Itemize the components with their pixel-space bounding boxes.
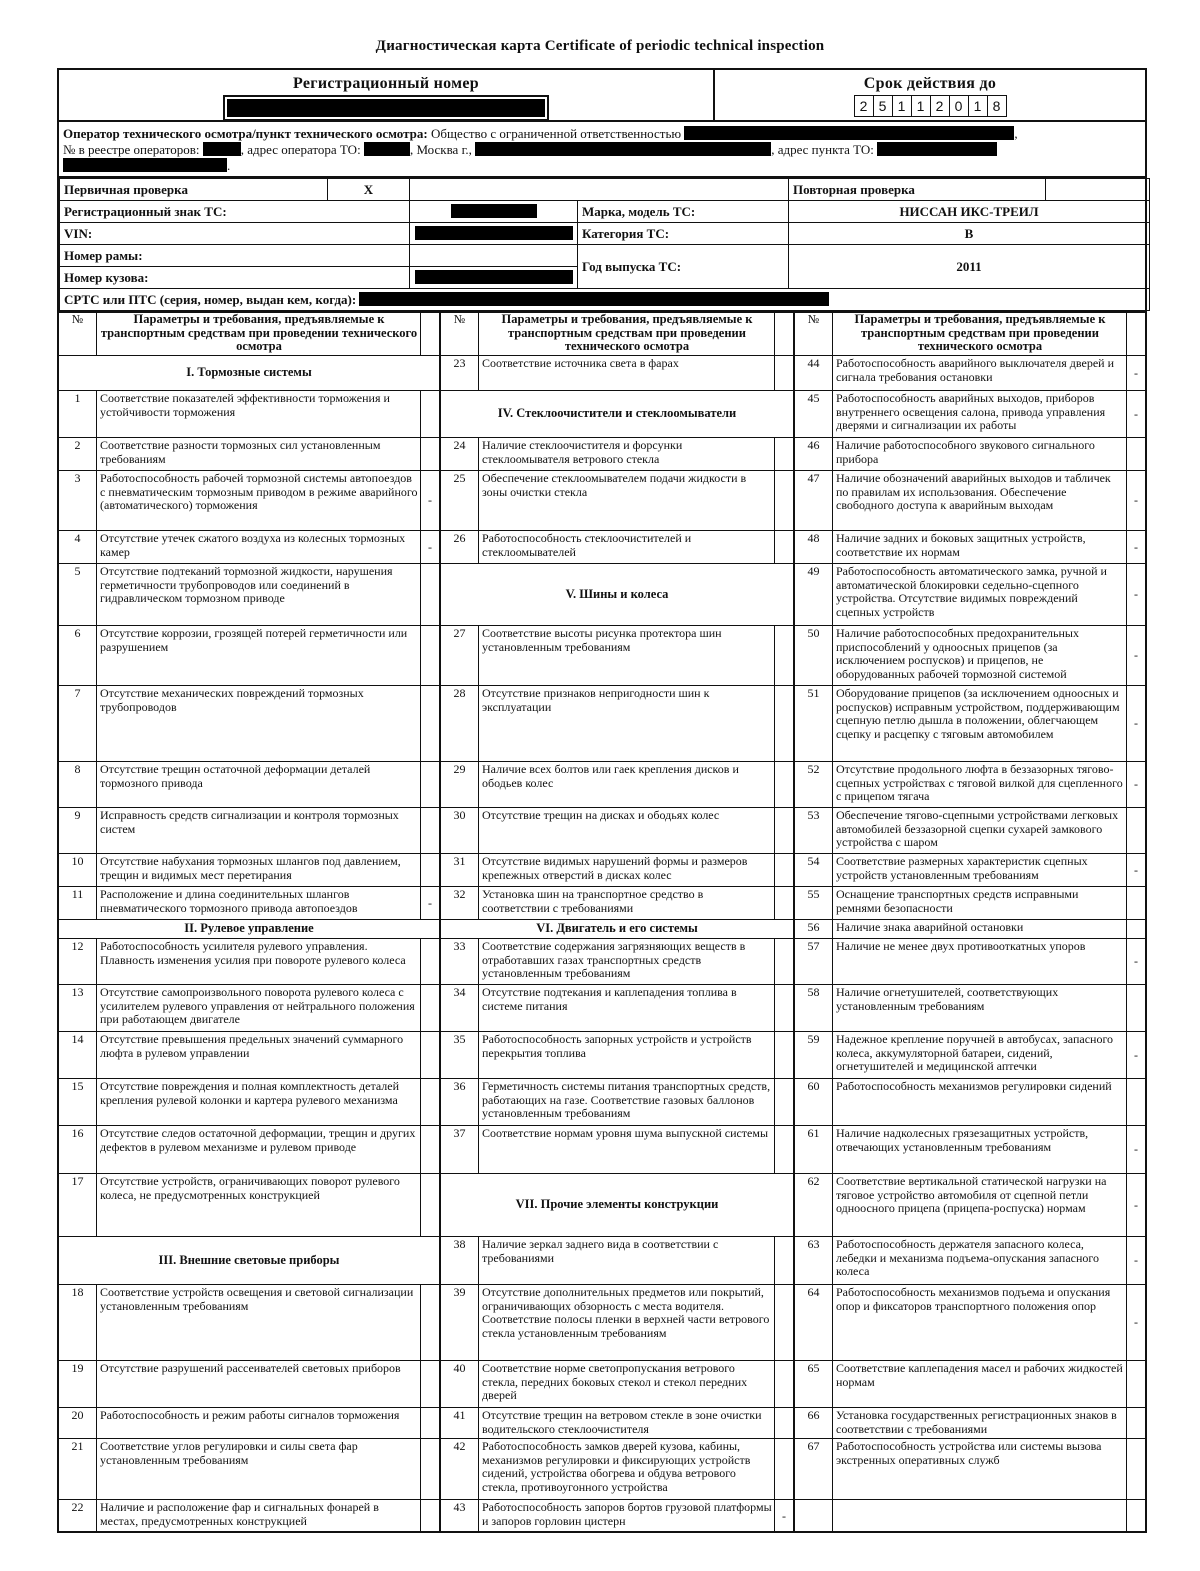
table-row: 8 Отсутствие трещин остаточной деформации деталей тормозного привода [59, 762, 439, 808]
item-text: Соответствие каплепадения масел и рабочих жидкостей нормам [833, 1361, 1127, 1407]
redaction-bar [203, 142, 241, 156]
item-text: Обеспечение тягово-сцепными устройствами легковых автомобилей беззазорной сцепки сухарей замкового устройства с шаром [833, 808, 1127, 853]
item-text: Работоспособность запоров бортов грузовой платформы и запоров горловин цистерн [479, 1500, 775, 1533]
item-text: Работоспособность рабочей тормозной системы автопоездов с пневматическим тормозным приводом в режиме аварийного (автоматического) торможения [97, 471, 421, 530]
table-row: 45 Работоспособность аварийных выходов, приборов внутреннего освещения салона, привода управления дверями и сигнализации их работы - [795, 391, 1145, 438]
table-row: 61 Наличие надколесных грязезащитных устройств, отвечающих установленным требованиям - [795, 1126, 1145, 1174]
table-row: 39 Отсутствие дополнительных предметов или покрытий, ограничивающих обзорность с места водителя. Соответствие полосы пленки в верхней части ветрового стекла установленным требованиям [441, 1285, 793, 1361]
items-column-2 [441, 312, 793, 1531]
inspection-type-row [60, 179, 1150, 201]
table-row: 60 Работоспособность механизмов регулировки сидений [795, 1079, 1145, 1126]
table-row: 31 Отсутствие видимых нарушений формы и размеров крепежных отверстий в дисках колес [441, 854, 793, 887]
table-row: 16 Отсутствие следов остаточной деформации, трещин и других дефектов в рулевом механизме и рулевом приводе [59, 1126, 439, 1174]
table-row: 33 Соответствие содержания загрязняющих веществ в отработавших газах транспортных средств установленным требованиям [441, 939, 793, 985]
table-row: 2 Соответствие разности тормозных сил установленным требованиям [59, 438, 439, 471]
make-label: Марка, модель ТС: [578, 201, 789, 223]
table-row: 49 Работоспособность автоматического замка, ручной и автоматической блокировки седельно-сцепного устройства. Отсутствие видимых повреждений сцепных устройств - [795, 564, 1145, 626]
table-row: 63 Работоспособность держателя запасного колеса, лебедки и механизма подъема-опускания запасного колеса - [795, 1237, 1145, 1285]
table-row: 66 Установка государственных регистрационных знаков в соответствии с требованиями [795, 1408, 1145, 1439]
frame-value [410, 245, 578, 267]
operator-city: Москва г., [416, 142, 472, 157]
column-header-row [795, 312, 1145, 356]
check-mark: - [1134, 716, 1138, 731]
check-mark: - [1134, 539, 1138, 554]
srts-cell [60, 289, 1150, 311]
item-text: Наличие и расположение фар и сигнальных фонарей в местах, предусмотренных конструкцией [97, 1500, 421, 1533]
table-row: 11 Расположение и длина соединительных шлангов пневматического тормозного привода автопоездов - [59, 887, 439, 920]
item-text: Работоспособность автоматического замка, ручной и автоматической блокировки седельно-сцепного устройства. Отсутствие видимых повреждений сцепных устройств [833, 564, 1127, 625]
table-row: 27 Соответствие высоты рисунка протектора шин установленным требованиям [441, 626, 793, 686]
table-row: 6 Отсутствие коррозии, грозящей потерей герметичности или разрушением [59, 626, 439, 686]
check-mark: - [428, 895, 432, 910]
table-row: 19 Отсутствие разрушений рассеивателей световых приборов [59, 1361, 439, 1408]
operator-info: Оператор технического осмотра/пункт технического осмотра: Общество с ограниченной ответственностью , № в реестре операторов: , адрес оператора ТО: , Москва г., , адрес пункта ТО: . [59, 122, 1145, 178]
table-row: 65 Соответствие каплепадения масел и рабочих жидкостей нормам [795, 1361, 1145, 1408]
registration-number-cell [59, 70, 715, 120]
redaction-bar [415, 226, 573, 240]
item-text: Установка шин на транспортное средство в соответствии с требованиями [479, 887, 775, 919]
check-mark: - [1134, 587, 1138, 602]
item-text: Отсутствие подтеканий тормозной жидкости, нарушения герметичности трубопроводов или соединений в гидравлическом тормозном приводе [97, 564, 421, 625]
vin-label: VIN: [60, 223, 410, 245]
number-header: № [59, 312, 97, 355]
table-row: 47 Наличие обозначений аварийных выходов и табличек по правилам их использования. Обеспечение свободного доступа к аварийным выходам - [795, 471, 1145, 531]
table-row: 58 Наличие огнетушителей, соответствующих установленным требованиям [795, 985, 1145, 1032]
item-text: Соответствие размерных характеристик сцепных устройств установленным требованиям [833, 854, 1127, 886]
item-text: Работоспособность замков дверей кузова, кабины, механизмов регулировки и фиксирующих устройств сидений, устройства обогрева и обдува ветрового стекла, противоугонного устройства [479, 1439, 775, 1499]
date-digit: 1 [893, 96, 912, 116]
item-text: Соответствие источника света в фарах [479, 356, 775, 390]
table-row: 53 Обеспечение тягово-сцепными устройствами легковых автомобилей беззазорной сцепки сухарей замкового устройства с шаром [795, 808, 1145, 854]
reg-sign-label: Регистрационный знак ТС: [60, 201, 410, 223]
table-row: 59 Надежное крепление поручней в автобусах, запасного колеса, аккумуляторной батареи, сидений, огнетушителей и медицинской аптечки - [795, 1032, 1145, 1079]
table-row: 35 Работоспособность запорных устройств и устройств перекрытия топлива [441, 1032, 793, 1079]
operator-org: Общество с ограниченной ответственностью [430, 126, 682, 141]
item-text: Отсутствие продольного люфта в беззазорных тягово-сцепных устройствах с тяговой вилкой для сцепленного с прицепом тягача [833, 762, 1127, 807]
item-text: Работоспособность механизмов регулировки сидений [833, 1079, 1127, 1125]
section-heading: VII. Прочие элементы конструкции [441, 1174, 793, 1237]
item-text: Соответствие норме светопропускания ветрового стекла, передних боковых стекол и стекол передних дверей [479, 1361, 775, 1407]
check-mark: - [1134, 648, 1138, 663]
table-row: 40 Соответствие норме светопропускания ветрового стекла, передних боковых стекол и стекол передних дверей [441, 1361, 793, 1408]
item-text: Наличие знака аварийной остановки [833, 920, 1127, 938]
table-row: 13 Отсутствие самопроизвольного поворота рулевого колеса с усилителем рулевого управления от нейтрального положения при работающем двигателе [59, 985, 439, 1032]
vin-value [410, 223, 578, 245]
table-row: 10 Отсутствие набухания тормозных шлангов под давлением, трещин и видимых мест перетирания [59, 854, 439, 887]
frame-row [60, 245, 1150, 267]
check-mark: - [1134, 954, 1138, 969]
item-text: Соответствие разности тормозных сил установленным требованиям [97, 438, 421, 470]
table-row: 54 Соответствие размерных характеристик сцепных устройств установленным требованиям - [795, 854, 1145, 887]
item-text: Герметичность системы питания транспортных средств, работающих на газе. Соответствие газовых баллонов установленным требованиям [479, 1079, 775, 1125]
items-column-3 [795, 312, 1145, 1531]
check-mark: - [1134, 365, 1138, 380]
table-row: 67 Работоспособность устройства или системы вызова экстренных оперативных служб [795, 1439, 1145, 1500]
table-row: 7 Отсутствие механических повреждений тормозных трубопроводов [59, 686, 439, 762]
table-row: 4 Отсутствие утечек сжатого воздуха из колесных тормозных камер - [59, 531, 439, 564]
make-value: НИССАН ИКС-ТРЕИЛ [789, 201, 1150, 223]
table-row: 21 Соответствие углов регулировки и силы света фар установленным требованиям [59, 1439, 439, 1500]
item-text: Отсутствие трещин остаточной деформации деталей тормозного привода [97, 762, 421, 807]
table-row: 37 Соответствие нормам уровня шума выпускной системы [441, 1126, 793, 1174]
item-text: Оснащение транспортных средств исправными ремнями безопасности [833, 887, 1127, 919]
item-text: Отсутствие трещин на дисках и ободьях колес [479, 808, 775, 853]
table-row: 32 Установка шин на транспортное средство в соответствии с требованиями [441, 887, 793, 920]
date-digit: 2 [931, 96, 950, 116]
number-header: № [441, 312, 479, 355]
check-mark: - [1134, 1142, 1138, 1157]
redaction-bar [475, 142, 771, 156]
table-row: 26 Работоспособность стеклоочистителей и стеклоомывателей [441, 531, 793, 564]
table-row: 36 Герметичность системы питания транспортных средств, работающих на газе. Соответствие газовых баллонов установленным требованиям [441, 1079, 793, 1126]
column-header-row [441, 312, 793, 356]
registration-number-label: Регистрационный номер [293, 75, 479, 92]
item-text: Работоспособность аварийного выключателя дверей и сигнала требования остановки [833, 356, 1127, 390]
item-text: Наличие задних и боковых защитных устройств, соответствие их нормам [833, 531, 1127, 563]
item-text: Надежное крепление поручней в автобусах, запасного колеса, аккумуляторной батареи, сидений, огнетушителей и медицинской аптечки [833, 1032, 1127, 1078]
table-row: 48 Наличие задних и боковых защитных устройств, соответствие их нормам - [795, 531, 1145, 564]
item-text: Наличие надколесных грязезащитных устройств, отвечающих установленным требованиям [833, 1126, 1127, 1173]
year-value: 2011 [789, 245, 1150, 289]
item-text: Работоспособность стеклоочистителей и стеклоомывателей [479, 531, 775, 563]
vehicle-table [59, 178, 1150, 311]
table-row: 29 Наличие всех болтов или гаек крепления дисков и ободьев колес [441, 762, 793, 808]
table-row: 17 Отсутствие устройств, ограничивающих поворот рулевого колеса, не предусмотренных конструкцией [59, 1174, 439, 1237]
section-heading: V. Шины и колеса [441, 564, 793, 626]
date-digit: 1 [969, 96, 988, 116]
item-text: Отсутствие видимых нарушений формы и размеров крепежных отверстий в дисках колес [479, 854, 775, 886]
date-digit: 8 [992, 98, 1001, 114]
item-text: Расположение и длина соединительных шлангов пневматического тормозного привода автопоездов [97, 887, 421, 919]
section-heading: IV. Стеклоочистители и стеклоомыватели [441, 391, 793, 438]
table-row: 14 Отсутствие превышения предельных значений суммарного люфта в рулевом управлении [59, 1032, 439, 1079]
table-row: 51 Оборудование прицепов (за исключением одноосных и роспусков) исправным устройством, поддерживающим сцепную петлю дышла в положении, облегчающем сцепку и расцепку с тяговым автомобилем - [795, 686, 1145, 762]
table-row: 20 Работоспособность и режим работы сигналов торможения [59, 1408, 439, 1439]
item-text: Наличие огнетушителей, соответствующих установленным требованиям [833, 985, 1127, 1031]
item-text: Отсутствие самопроизвольного поворота рулевого колеса с усилителем рулевого управления от нейтрального положения при работающем двигателе [97, 985, 421, 1031]
item-text: Работоспособность усилителя рулевого управления. Плавность изменения усилия при повороте рулевого колеса [97, 939, 421, 984]
table-row: 43 Работоспособность запоров бортов грузовой платформы и запоров горловин цистерн - [441, 1500, 793, 1533]
item-text: Наличие зеркал заднего вида в соответствии с требованиями [479, 1237, 775, 1284]
item-text: Исправность средств сигнализации и контроля тормозных систем [97, 808, 421, 853]
item-text: Работоспособность держателя запасного колеса, лебедки и механизма подъема-опускания запасного колеса [833, 1237, 1127, 1284]
check-mark: - [1134, 1315, 1138, 1330]
params-header: Параметры и требования, предъявляемые к транспортным средствам при проведении технического осмотра [833, 312, 1127, 355]
check-mark: - [428, 493, 432, 508]
year-label: Год выпуска ТС: [578, 245, 789, 289]
params-header: Параметры и требования, предъявляемые к транспортным средствам при проведении технического осмотра [479, 312, 775, 355]
blank-cell [410, 179, 789, 201]
check-mark: - [1134, 1047, 1138, 1062]
check-mark: - [1134, 406, 1138, 421]
item-text: Оборудование прицепов (за исключением одноосных и роспусков) исправным устройством, поддерживающим сцепную петлю дышла в положении, облегчающем сцепку и расцепку с тяговым автомобилем [833, 686, 1127, 761]
operator-address-label: адрес оператора ТО: [247, 142, 361, 157]
redaction-bar [364, 142, 410, 156]
check-mark: - [1134, 1253, 1138, 1268]
column-header-row [59, 312, 439, 356]
section-heading: I. Тормозные системы [59, 356, 439, 391]
check-mark: - [1134, 777, 1138, 792]
page-title: Диагностическая карта Certificate of periodic technical inspection [375, 38, 825, 54]
table-row: 44 Работоспособность аварийного выключателя дверей и сигнала требования остановки - [795, 356, 1145, 391]
item-text: Отсутствие подтекания и каплепадения топлива в системе питания [479, 985, 775, 1031]
table-row: 55 Оснащение транспортных средств исправными ремнями безопасности [795, 887, 1145, 920]
item-text: Отсутствие механических повреждений тормозных трубопроводов [97, 686, 421, 761]
section-heading: II. Рулевое управление [59, 920, 439, 939]
item-text: Соответствие нормам уровня шума выпускной системы [479, 1126, 775, 1173]
date-digit: 0 [950, 96, 969, 116]
table-row: 42 Работоспособность замков дверей кузова, кабины, механизмов регулировки и фиксирующих устройств сидений, устройства обогрева и обдува ветрового стекла, противоугонного устройства [441, 1439, 793, 1500]
check-mark: - [428, 539, 432, 554]
table-row: 22 Наличие и расположение фар и сигнальных фонарей в местах, предусмотренных конструкцией [59, 1500, 439, 1533]
item-text: Наличие не менее двух противооткатных упоров [833, 939, 1127, 984]
check-mark: - [782, 1509, 786, 1524]
item-text: Отсутствие набухания тормозных шлангов под давлением, трещин и видимых мест перетирания [97, 854, 421, 886]
repeat-check-label: Повторная проверка [789, 179, 1046, 201]
section-heading: III. Внешние световые приборы [59, 1237, 439, 1285]
table-row: 46 Наличие работоспособного звукового сигнального прибора [795, 438, 1145, 471]
item-text: Соответствие устройств освещения и световой сигнализации установленным требованиям [97, 1285, 421, 1360]
item-text: Наличие работоспособных предохранительных приспособлений у одноосных прицепов (за исключением роспусков) и прицепов, не оборудованных рабочей тормозной системой [833, 626, 1127, 685]
item-text: Работоспособность аварийных выходов, приборов внутреннего освещения салона, привода управления дверями и сигнализации их работы [833, 391, 1127, 437]
registration-number-box [223, 95, 549, 121]
date-digit: 2 [855, 96, 874, 116]
item-text: Работоспособность устройства или системы вызова экстренных оперативных служб [833, 1439, 1127, 1499]
item-text: Отсутствие признаков непригодности шин к эксплуатации [479, 686, 775, 761]
table-row: 28 Отсутствие признаков непригодности шин к эксплуатации [441, 686, 793, 762]
srts-row [60, 289, 1150, 311]
check-mark: - [1134, 862, 1138, 877]
item-text: Отсутствие следов остаточной деформации, трещин и других дефектов в рулевом механизме и рулевом приводе [97, 1126, 421, 1173]
table-row: 57 Наличие не менее двух противооткатных упоров - [795, 939, 1145, 985]
item-text: Наличие работоспособного звукового сигнального прибора [833, 438, 1127, 470]
table-row: 18 Соответствие устройств освещения и световой сигнализации установленным требованиям [59, 1285, 439, 1361]
body-label: Номер кузова: [60, 267, 410, 289]
header-block [57, 68, 1147, 313]
repeat-check-mark [1046, 179, 1150, 201]
item-text: Отсутствие превышения предельных значений суммарного люфта в рулевом управлении [97, 1032, 421, 1078]
table-row: 25 Обеспечение стеклоомывателем подачи жидкости в зоны очистки стекла [441, 471, 793, 531]
table-row: 24 Наличие стеклоочистителя и форсунки стеклоомывателя ветрового стекла [441, 438, 793, 471]
item-text: Соответствие вертикальной статической нагрузки на тяговое устройство автомобиля от сцепной петли одноосного прицепа (прицепа-роспуска) нормам [833, 1174, 1127, 1236]
item-text: Отсутствие утечек сжатого воздуха из колесных тормозных камер [97, 531, 421, 563]
table-row: 50 Наличие работоспособных предохранительных приспособлений у одноосных прицепов (за исключением роспусков) и прицепов, не оборудованных рабочей тормозной системой - [795, 626, 1145, 686]
table-row: 38 Наличие зеркал заднего вида в соответствии с требованиями [441, 1237, 793, 1285]
table-row: 62 Соответствие вертикальной статической нагрузки на тяговое устройство автомобиля от сцепной петли одноосного прицепа (прицепа-роспуска) нормам - [795, 1174, 1145, 1237]
item-text: Отсутствие повреждения и полная комплектность деталей крепления рулевой колонки и картера рулевого механизма [97, 1079, 421, 1125]
valid-until-label: Срок действия до [863, 75, 997, 92]
redaction-bar [359, 292, 829, 306]
primary-check-label: Первичная проверка [60, 179, 328, 201]
table-row: 9 Исправность средств сигнализации и контроля тормозных систем [59, 808, 439, 854]
table-row: 3 Работоспособность рабочей тормозной системы автопоездов с пневматическим тормозным приводом в режиме аварийного (автоматического) торможения - [59, 471, 439, 531]
primary-check-mark: X [328, 179, 410, 201]
check-mark: - [1134, 1197, 1138, 1212]
item-text: Отсутствие коррозии, грозящей потерей герметичности или разрушением [97, 626, 421, 685]
item-text: Отсутствие устройств, ограничивающих поворот рулевого колеса, не предусмотренных конструкцией [97, 1174, 421, 1236]
srts-label: СРТС или ПТС (серия, номер, выдан кем, когда): [64, 291, 357, 307]
item-text: Соответствие высоты рисунка протектора шин установленным требованиям [479, 626, 775, 685]
item-text: Отсутствие дополнительных предметов или покрытий, ограничивающих обзорность с места водителя. Соответствие полосы пленки в верхней части ветрового стекла установленным требованиям [479, 1285, 775, 1360]
inspection-items-table [57, 310, 1147, 1533]
item-text: Отсутствие разрушений рассеивателей световых приборов [97, 1361, 421, 1407]
valid-until-cell [715, 70, 1145, 120]
table-row: 52 Отсутствие продольного люфта в беззазорных тягово-сцепных устройствах с тяговой вилкой для сцепленного с прицепом тягача - [795, 762, 1145, 808]
item-text: Работоспособность и режим работы сигналов торможения [97, 1408, 421, 1438]
table-row: 23 Соответствие источника света в фарах [441, 356, 793, 391]
check-mark: - [1134, 493, 1138, 508]
item-text: Наличие стеклоочистителя и форсунки стеклоомывателя ветрового стекла [479, 438, 775, 470]
redaction-bar [877, 142, 997, 156]
item-text: Соответствие углов регулировки и силы света фар установленным требованиям [97, 1439, 421, 1499]
redaction-bar [415, 270, 573, 284]
table-row [795, 1500, 1145, 1533]
item-text: Наличие всех болтов или гаек крепления дисков и ободьев колес [479, 762, 775, 807]
items-column-1 [59, 312, 439, 1531]
item-text: Отсутствие трещин на ветровом стекле в зоне очистки водительского стеклоочистителя [479, 1408, 775, 1438]
frame-label: Номер рамы: [60, 245, 410, 267]
item-text: Установка государственных регистрационных знаков в соответствии с требованиями [833, 1408, 1127, 1438]
category-label: Категория ТС: [578, 223, 789, 245]
table-row: 34 Отсутствие подтекания и каплепадения топлива в системе питания [441, 985, 793, 1032]
operator-label: Оператор технического осмотра/пункт технического осмотра: [63, 126, 428, 141]
table-row: 41 Отсутствие трещин на ветровом стекле в зоне очистки водительского стеклоочистителя [441, 1408, 793, 1439]
date-digit: 5 [874, 96, 893, 116]
table-row: 30 Отсутствие трещин на дисках и ободьях колес [441, 808, 793, 854]
point-address-label: адрес пункта ТО: [777, 142, 874, 157]
section-heading: VI. Двигатель и его системы [441, 920, 793, 939]
item-text: Соответствие содержания загрязняющих веществ в отработавших газах транспортных средств установленным требованиям [479, 939, 775, 984]
reg-sign-value [410, 201, 578, 223]
item-text: Соответствие показателей эффективности торможения и устойчивости торможения [97, 391, 421, 437]
item-text: Обеспечение стеклоомывателем подачи жидкости в зоны очистки стекла [479, 471, 775, 530]
redaction-bar [63, 158, 227, 172]
registry-label: № в реестре операторов: [63, 142, 200, 157]
number-header: № [795, 312, 833, 355]
table-row: 56 Наличие знака аварийной остановки [795, 920, 1145, 939]
table-row: 64 Работоспособность механизмов подъема и опускания опор и фиксаторов транспортного положения опор - [795, 1285, 1145, 1361]
vin-row [60, 223, 1150, 245]
item-text: Работоспособность запорных устройств и устройств перекрытия топлива [479, 1032, 775, 1078]
category-value: B [789, 223, 1150, 245]
item-text: Работоспособность механизмов подъема и опускания опор и фиксаторов транспортного положения опор [833, 1285, 1127, 1360]
item-text: Наличие обозначений аварийных выходов и табличек по правилам их использования. Обеспечение свободного доступа к аварийным выходам [833, 471, 1127, 530]
params-header: Параметры и требования, предъявляемые к транспортным средствам при проведении технического осмотра [97, 312, 421, 355]
date-digit: 1 [912, 96, 931, 116]
table-row: 5 Отсутствие подтеканий тормозной жидкости, нарушения герметичности трубопроводов или соединений в гидравлическом тормозном приводе [59, 564, 439, 626]
table-row: 12 Работоспособность усилителя рулевого управления. Плавность изменения усилия при повороте рулевого колеса [59, 939, 439, 985]
redaction-bar [227, 99, 545, 117]
table-row: 15 Отсутствие повреждения и полная комплектность деталей крепления рулевой колонки и картера рулевого механизма [59, 1079, 439, 1126]
redaction-bar [684, 126, 1014, 140]
table-row: 1 Соответствие показателей эффективности торможения и устойчивости торможения [59, 391, 439, 438]
body-value [410, 267, 578, 289]
valid-until-date [854, 95, 1007, 117]
redaction-bar [451, 204, 537, 218]
reg-sign-row [60, 201, 1150, 223]
